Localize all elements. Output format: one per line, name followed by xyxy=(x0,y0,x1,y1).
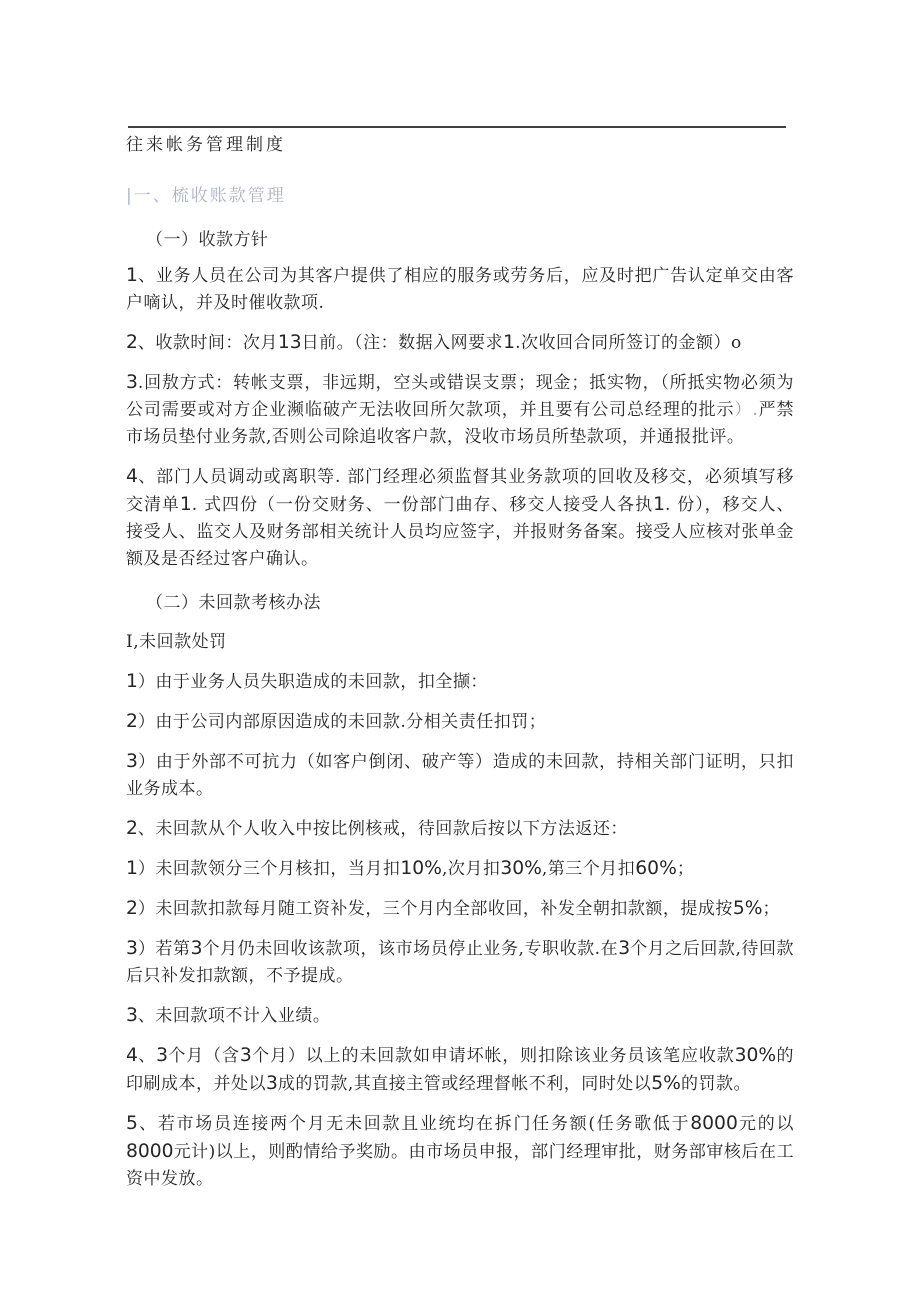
subsection-heading-1: （一）收款方针 xyxy=(146,230,269,250)
list-item: 2）由于公司内部原因造成的未回款.分相关责任扣罚； xyxy=(126,711,547,732)
paragraph-segment: 严禁市场员垫付业务款,否则公司除追收客户款，没收市场员所垫款项，并通报批评。 xyxy=(126,400,795,447)
content-column xyxy=(126,0,794,1193)
list-item: 1）由于业务人员失职造成的未回款，扣全撷： xyxy=(126,671,488,692)
list-item: 1）未回款领分三个月核扣，当月扣10%,次月扣30%,第三个月扣60%； xyxy=(126,858,695,879)
subsection-heading-2: （二）未回款考核办法 xyxy=(146,593,321,613)
paragraph-segment-faded: ）. xyxy=(734,400,759,420)
list-item: 2）未回款扣款每月随工资补发，三个月内全部收回，补发全朝扣款额，提成按5%； xyxy=(126,898,781,919)
paragraph: 2、未回款从个人收入中按比例核戒，待回款后按以下方法返还： xyxy=(126,818,628,839)
paragraph xyxy=(126,369,794,451)
top-divider-line xyxy=(128,126,786,128)
paragraph: 4、部门人员调动或离职等. 部门经理必须监督其业务款项的回收及移交，必须填写移交清单1. 式四份（一份交财务、一份部门曲存、移交人接受人各执1. 份），移交人、接受人、监交人及财务部相关统计人员均应签字，并报财务备案。接受人应核对张单金额及是否经过客户确认。 xyxy=(126,466,795,569)
paragraph: I,未回款处罚 xyxy=(126,632,227,652)
paragraph: 5、若市场员连接两个月无未回款且业统均在拆门任务额(任务歌低于8000元的以8000元计)以上，则酌情给予奖励。由市场员申报，部门经理审批，财务部审核后在工资中发放。 xyxy=(126,1113,794,1189)
list-item: 3）若第3个月仍未回收该款项，该市场员停止业务,专职收款.在3个月之后回款,待回款后只补发扣款额，不予提成。 xyxy=(126,938,795,986)
paragraph: 4、3个月（含3个月）以上的未回款如申请坏帐，则扣除该业务员该笔应收款30%的印刷成本，并处以3成的罚款,其直接主管或经理督帐不利，同时处以5%的罚款。 xyxy=(126,1045,795,1094)
paragraph: 3、未回款项不计入业绩。 xyxy=(126,1005,331,1026)
paragraph-segment: 3.回敖方式：转帐支票，非远期，空头或错误支票；现金；抵实物，（所抵实物必须为公司需要或对方企业濒临破产无法收回所欠款项，并且要有公司总经理的批示 xyxy=(126,372,794,420)
list-item: 3）由于外部不可抗力（如客户倒闭、破产等）造成的未回款，持相关部门证明，只扣业务成本。 xyxy=(126,751,794,799)
paragraph: 2、收款时间：次月13日前。（注：数据入网要求1.次收回合同所签订的金额）o xyxy=(126,332,742,353)
section-heading: |一、梳收账款管理 xyxy=(126,186,286,206)
paragraph: 1、业务人员在公司为其客户提供了相应的服务或劳务后，应及时把广告认定单交由客户嘀认，并及时催收款项. xyxy=(126,265,794,313)
document-title: 往来帐务管理制度 xyxy=(126,135,286,155)
